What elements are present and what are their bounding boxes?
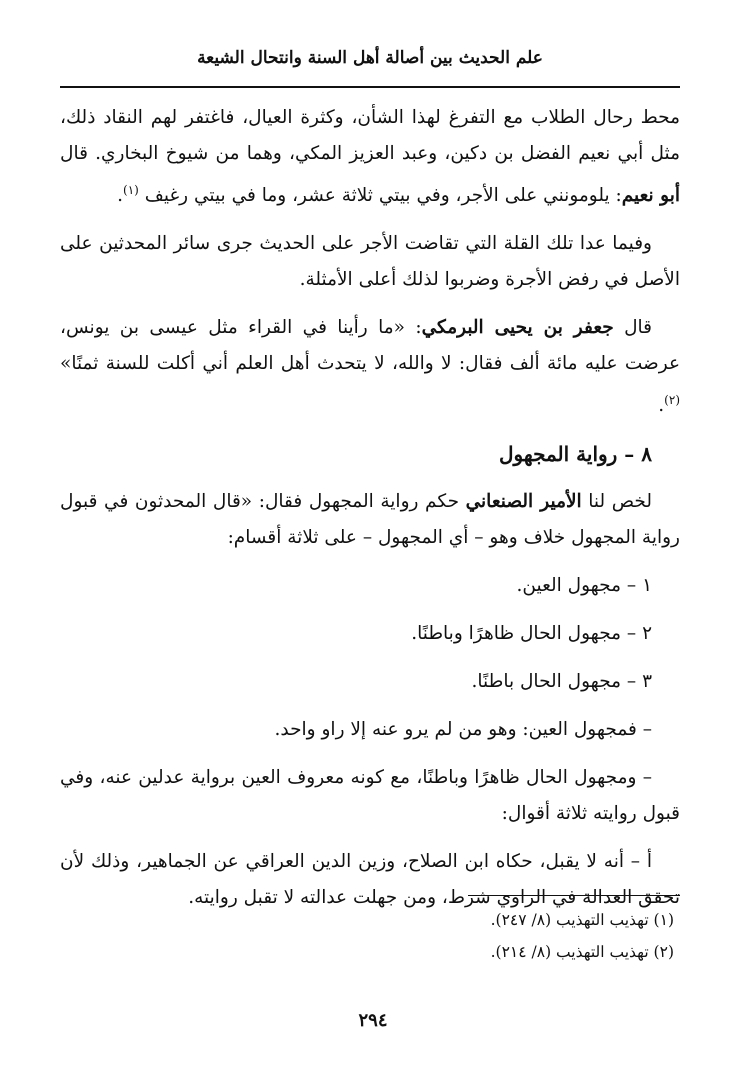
paragraph-3-text: قال — [613, 317, 653, 339]
page-number: ٢٩٤ — [358, 1010, 388, 1031]
paragraph-1-text-2: : يلومونني على الأجر، وفي بيتي ثلاثة عشر، وما في بيتي رغيف — [144, 185, 622, 207]
paragraph-6: – ومجهول الحال ظاهرًا وباطنًا، مع كونه معروف العين برواية عدلين عنه، وفي قبول روايته ثلاثة أقوال: — [60, 767, 680, 825]
paragraph-5: – فمجهول العين: وهو من لم يرو عنه إلا راو واحد. — [274, 719, 652, 741]
header-rule — [60, 86, 680, 88]
footnote-2: (٢) تهذيب التهذيب (٨/ ٢١٤). — [490, 943, 674, 961]
paragraph-4 — [60, 484, 680, 556]
main-text — [60, 100, 680, 928]
list-item: ٢ – مجهول الحال ظاهرًا وباطنًا. — [411, 623, 652, 645]
list-item: ٣ – مجهول الحال باطنًا. — [471, 671, 652, 693]
paragraph-1-end: . — [117, 185, 124, 207]
footnote-ref-1[interactable]: (١) — [123, 183, 139, 197]
footnote-1: (١) تهذيب التهذيب (٨/ ٢٤٧). — [490, 911, 674, 929]
running-head: علم الحديث بين أصالة أهل السنة وانتحال الشيعة — [197, 48, 543, 68]
paragraph-1-bold-name: أبو نعيم — [621, 185, 680, 207]
paragraph-3-bold-name: جعفر بن يحيى البرمكي — [421, 317, 614, 339]
paragraph-4-text: لخص لنا — [581, 491, 652, 513]
paragraph-1-text: محط رحال الطلاب مع التفرغ لهذا الشأن، وكثرة العيال، فاغتفر لهم النقاد ذلك، مثل أبي نعيم الفضل بن دكين، وعبد العزيز المكي، وهما من شيوخ البخاري. قال — [60, 107, 680, 164]
section-heading: ٨ – رواية المجهول — [498, 442, 652, 467]
list-item: ١ – مجهول العين. — [516, 575, 652, 597]
paragraph-1 — [60, 100, 680, 214]
paragraph-3-end: . — [658, 395, 665, 417]
paragraph-3 — [60, 310, 680, 424]
footnote-rule — [468, 895, 680, 896]
paragraph-7: أ – أنه لا يقبل، حكاه ابن الصلاح، وزين الدين العراقي عن الجماهير، وذلك لأن تحقق العدالة في الراوي شرط، ومن جهلت عدالته لا تقبل روايته. — [60, 851, 680, 909]
paragraph-3-text-2: : «ما رأينا في القراء مثل عيسى بن يونس، عرضت عليه مائة ألف فقال: لا والله، لا يتحدث أهل العلم أني أكلت للسنة ثمنًا» — [60, 317, 680, 375]
footnote-ref-2[interactable]: (٢) — [664, 393, 680, 408]
footnotes — [60, 904, 680, 968]
paragraph-2: وفيما عدا تلك القلة التي تقاضت الأجر على الحديث جرى سائر المحدثين على الأصل في رفض الأجرة وضربوا لذلك أعلى الأمثلة. — [60, 233, 680, 291]
paragraph-4-bold-name: الأمير الصنعاني — [465, 491, 582, 513]
paragraph-4-text-2: حكم رواية المجهول فقال: «قال المحدثون في قبول رواية المجهول خلاف وهو – أي المجهول – على ثلاثة أقسام: — [60, 491, 680, 549]
